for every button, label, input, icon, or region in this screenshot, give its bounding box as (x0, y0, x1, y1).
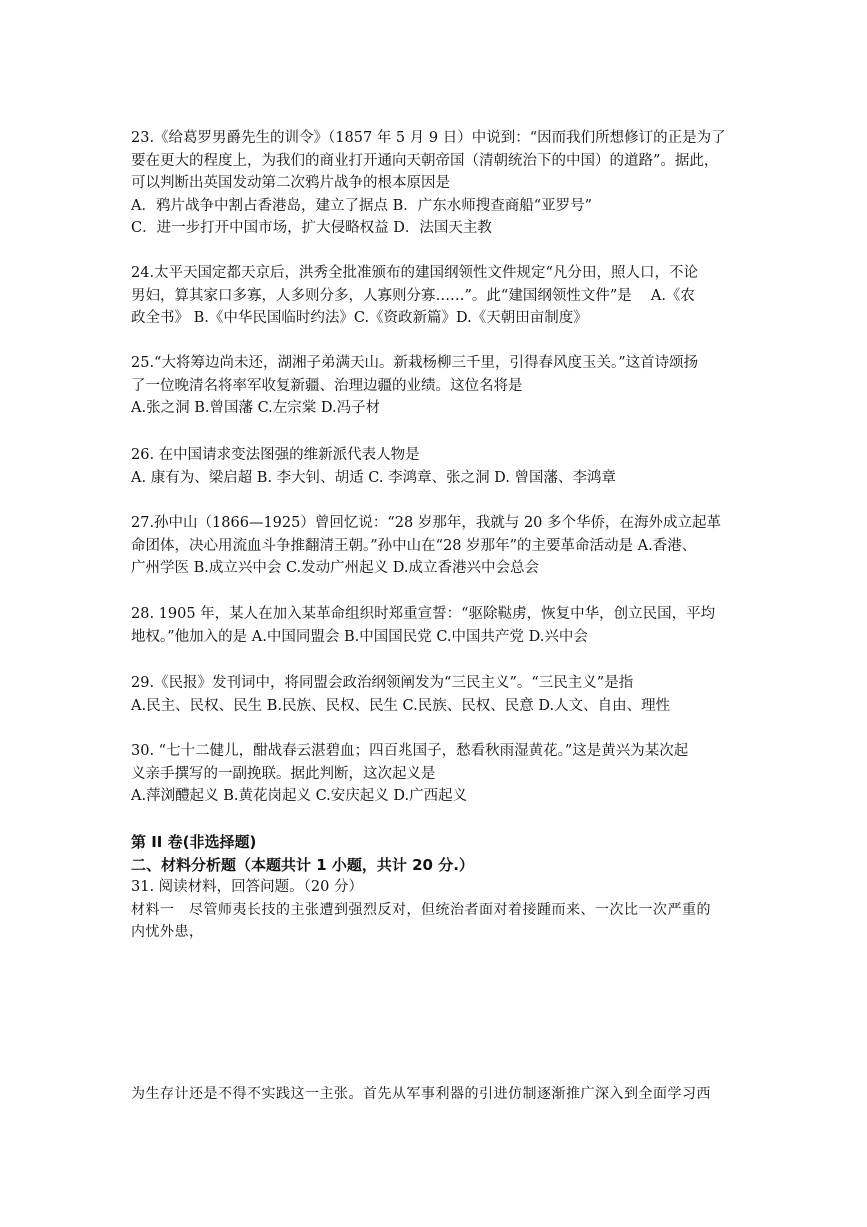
question-30-line-2: 义亲手撰写的一副挽联。据此判断，这次起义是 (131, 765, 436, 782)
material-one-line-1: 材料一 尽管师夷长技的主张遭到强烈反对，但统治者面对着接踵而来、一次比一次严重的 (131, 902, 711, 918)
question-27-line-3: 广州学医 B.成立兴中会 C.发动广州起义 D.成立香港兴中会总会 (131, 560, 539, 576)
question-25-line-2: 了一位晚清名将率军收复新疆、治理边疆的业绩。这位名将是 (131, 377, 523, 394)
question-28 (131, 603, 741, 648)
question-30-options: A.萍浏醴起义 B.黄花岗起义 C.安庆起义 D.广西起义 (131, 788, 468, 804)
part-title: 第 II 卷(非选择题) (131, 833, 257, 851)
material-one-line-2: 内忧外患， (131, 924, 204, 940)
question-23-stem-line-1: 23.《给葛罗男爵先生的训令》（1857 年 5 月 9 日）中说到：“因而我们所想修订的正是为了 (131, 130, 726, 146)
question-27 (131, 512, 741, 580)
question-24-line-1: 24.太平天国定都天京后，洪秀全批准颁布的建国纲领性文件规定“凡分田，照人口，不论 (131, 265, 698, 281)
question-28-line-2: 地权。”他加入的是 A.中国同盟会 B.中国国民党 C.中国共产党 D.兴中会 (131, 628, 588, 645)
question-25-options: A.张之洞 B.曾国藩 C.左宗棠 D.冯子材 (131, 400, 381, 416)
material-one-continued-line: 为生存计还是不得不实践这一主张。首先从军事利器的引进仿制逐渐推广深入到全面学习西 (131, 1086, 711, 1102)
question-23-options-line-1: A．鸦片战争中割占香港岛，建立了据点 B．广东水师搜查商船“亚罗号” (131, 197, 593, 214)
question-23-stem-line-3: 可以判断出英国发动第二次鸦片战争的根本原因是 (131, 175, 450, 191)
question-26-stem: 26. 在中国请求变法图强的维新派代表人物是 (131, 447, 420, 463)
section-header (131, 831, 741, 899)
question-29-stem: 29.《民报》发刊词中，将同盟会政治纲领阐发为“三民主义”。“三民主义”是指 (131, 675, 634, 691)
question-29-options: A.民主、民权、民生 B.民族、民权、民生 C.民族、民权、民意 D.人文、自由、理性 (131, 697, 671, 714)
question-30-line-1: 30. “七十二健儿，酣战春云湛碧血；四百兆国子，愁看秋雨湿黄花。”这是黄兴为某次起 (131, 743, 689, 759)
question-26-options: A. 康有为、梁启超 B. 李大钊、胡适 C. 李鸿章、张之洞 D. 曾国藩、李鸿章 (131, 469, 617, 486)
section-heading: 二、材料分析题（本题共计 1 小题，共计 20 分.） (131, 855, 474, 874)
question-23 (131, 127, 741, 240)
question-29 (131, 672, 741, 717)
question-24 (131, 262, 741, 330)
question-31-instruction: 31. 阅读材料，回答问题。（20 分） (131, 879, 363, 895)
question-23-options-line-2: C．进一步打开中国市场，扩大侵略权益 D．法国天主教 (131, 220, 492, 236)
question-30 (131, 740, 741, 808)
question-27-line-2: 命团体，决心用流血斗争推翻清王朝。”孙中山在“28 岁那年”的主要革命活动是 A.香港、 (131, 537, 697, 554)
question-25-line-1: 25.“大将筹边尚未还，湖湘子弟满天山。新栽杨柳三千里，引得春风度玉关。”这首诗颂扬 (131, 355, 699, 371)
question-28-line-1: 28. 1905 年，某人在加入某革命组织时郑重宣誓：“驱除鞑虏，恢复中华，创立民国，平均 (131, 606, 716, 622)
question-23-stem-line-2: 要在更大的程度上，为我们的商业打开通向天朝帝国（清朝统治下的中国）的道路”。据此， (131, 152, 719, 169)
question-27-line-1: 27.孙中山（1866—1925）曾回忆说：“28 岁那年，我就与 20 多个华侨，在海外成立起革 (131, 515, 722, 531)
question-24-line-3: 政全书》 B.《中华民国临时约法》C.《资政新篇》D.《天朝田亩制度》 (131, 310, 588, 326)
material-one (131, 899, 741, 943)
question-24-line-2: 男妇，算其家口多寡，人多则分多，人寡则分寡……”。此“建国纲领性文件”是 A.《农 (131, 287, 695, 304)
question-26 (131, 444, 741, 489)
material-one-continued (131, 1083, 741, 1106)
question-25 (131, 352, 741, 420)
